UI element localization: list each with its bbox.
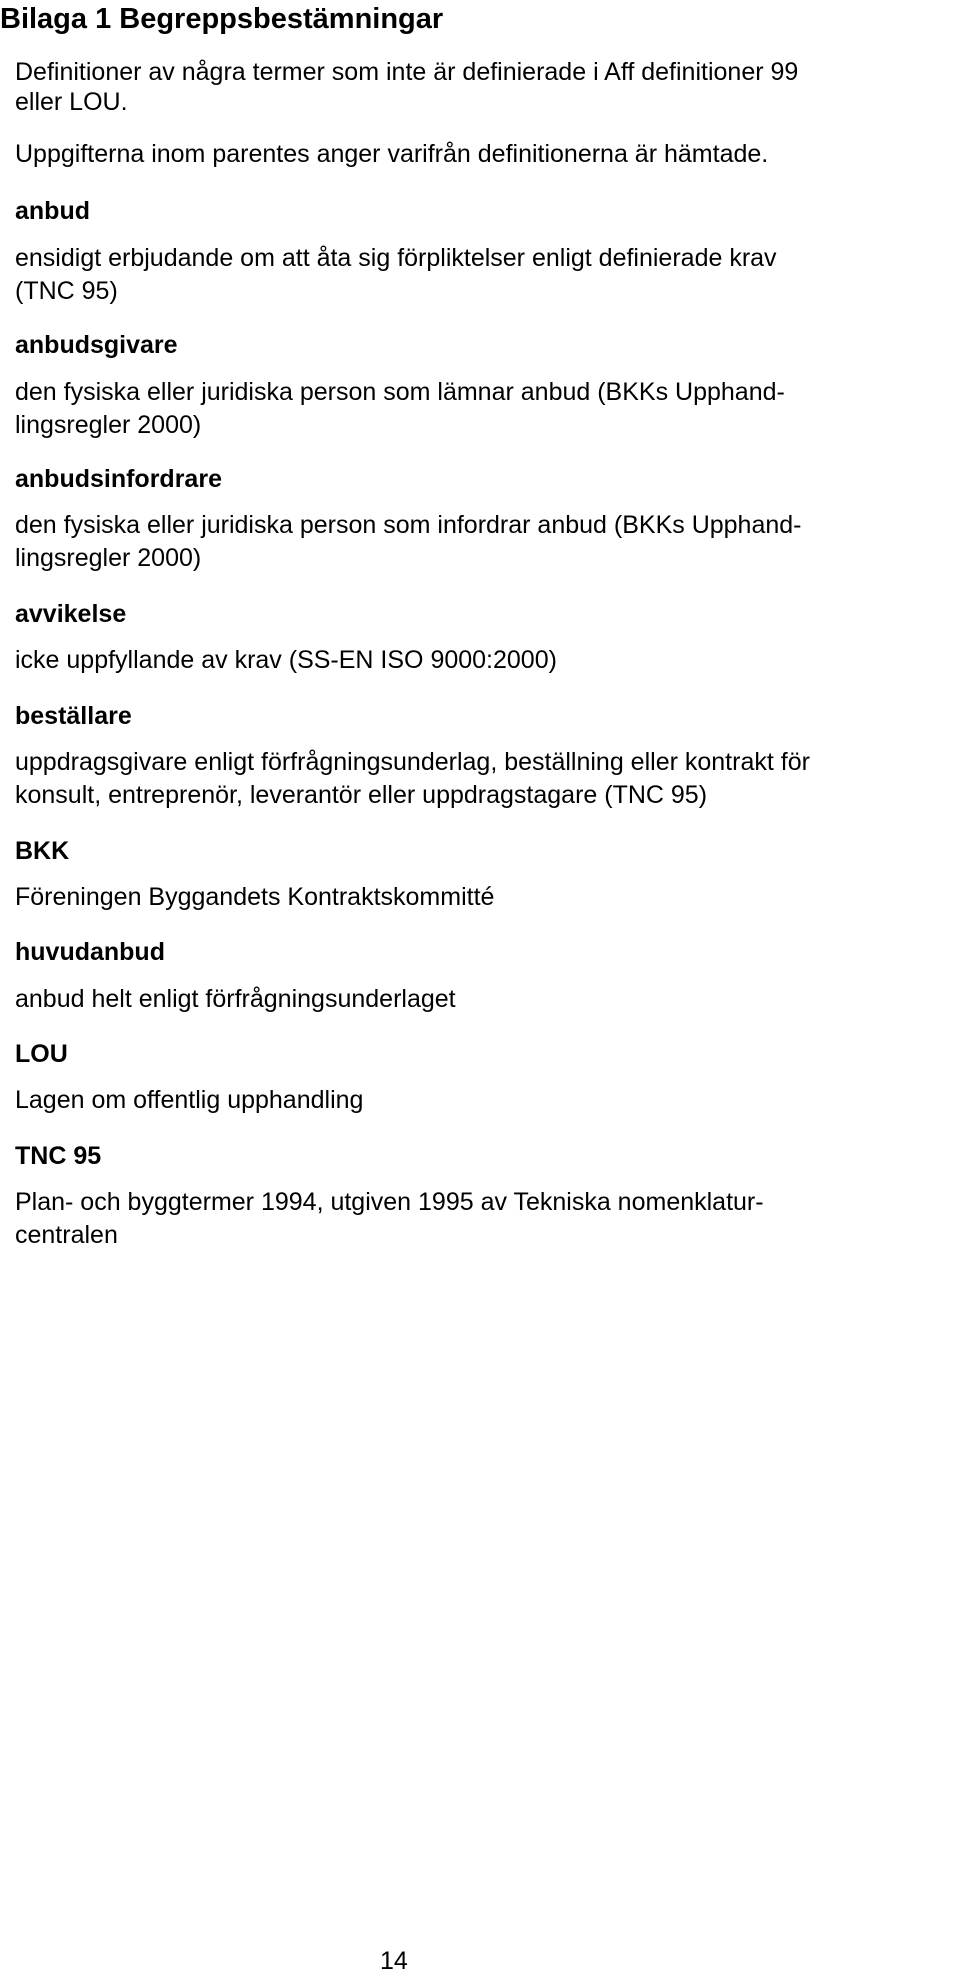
term: avvikelse	[15, 600, 127, 628]
definition: Plan- och byggtermer 1994, utgiven 1995 av Tekniska nomenklatur- centralen	[15, 1188, 764, 1249]
intro-note: Uppgifterna inom parentes anger varifrån definitionerna är hämtade.	[15, 140, 769, 168]
term: anbudsgivare	[15, 331, 178, 359]
definition: den fysiska eller juridiska person som infordrar anbud (BKKs Upphand- lingsregler 2000)	[15, 511, 802, 572]
definition: icke uppfyllande av krav (SS-EN ISO 9000:2000)	[15, 646, 557, 674]
term: LOU	[15, 1040, 68, 1068]
definition: uppdragsgivare enligt förfrågningsunderlag, beställning eller kontrakt för konsult, entreprenör, leverantör eller uppdragstagare (TNC 95)	[15, 748, 810, 809]
definition: den fysiska eller juridiska person som lämnar anbud (BKKs Upphand- lingsregler 2000)	[15, 378, 785, 439]
definition: ensidigt erbjudande om att åta sig förpliktelser enligt definierade krav (TNC 95)	[15, 244, 777, 305]
term: anbud	[15, 197, 90, 225]
term: BKK	[15, 837, 70, 865]
term: anbudsinfordrare	[15, 465, 222, 493]
definition: Föreningen Byggandets Kontraktskommitté	[15, 883, 495, 911]
page-number: 14	[380, 1947, 408, 1975]
term: beställare	[15, 702, 132, 730]
intro-paragraph: Definitioner av några termer som inte är definierade i Aff definitioner 99 eller LOU.	[15, 58, 799, 116]
page-heading: Bilaga 1 Begreppsbestämningar	[0, 3, 444, 35]
definition: anbud helt enligt förfrågningsunderlaget	[15, 985, 456, 1013]
definition: Lagen om offentlig upphandling	[15, 1086, 364, 1114]
term: TNC 95	[15, 1142, 102, 1170]
term: huvudanbud	[15, 938, 165, 966]
